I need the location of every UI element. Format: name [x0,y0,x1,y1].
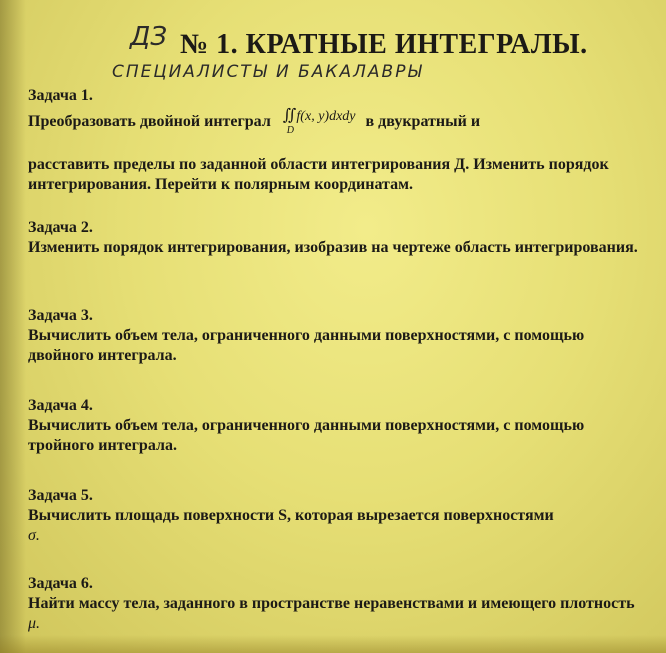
task-6-text: Найти массу тела, заданного в пространстве неравенствами и имеющего плотность [28,595,635,612]
task-4-heading: Задача 4. [28,397,93,414]
handwritten-dz-label: ДЗ [130,22,167,52]
handwritten-audience-note: СПЕЦИАЛИСТЫ И БАКАЛАВРЫ [112,62,424,82]
task-5-text: Вычислить площадь поверхности S, которая вырезается поверхностями [28,507,554,524]
integral-domain: D [286,125,295,136]
task-3-heading: Задача 3. [28,307,93,324]
integral-signs: ∬ [282,107,297,124]
task-2-heading: Задача 2. [28,219,93,236]
task-4 [28,396,648,456]
page-title: № 1. КРАТНЫЕ ИНТЕГРАЛЫ. [180,29,588,60]
bottom-edge-shadow [0,635,666,653]
task-1-text-before-integral: Преобразовать двойной интеграл [28,112,271,130]
task-5-heading: Задача 5. [28,487,93,504]
task-2-body: Изменить порядок интегрирования, изобразив на чертеже область интегрирования. [28,239,638,256]
mu-symbol: μ. [28,615,41,632]
integral-expression: f(x, y)dxdy [296,109,356,124]
task-5-body [28,506,648,546]
page-edge-shadow [0,0,26,653]
task-1-first-line [28,106,648,137]
task-6 [28,574,648,634]
task-4-body: Вычислить объем тела, ограниченного данными поверхностями, с помощью тройного интеграла. [28,417,585,454]
task-3-body: Вычислить объем тела, ограниченного данными поверхностями, с помощью двойного интеграла. [28,327,585,364]
task-6-body [28,594,648,634]
task-1-text-after-integral: в двукратный и [365,112,481,130]
sigma-symbol: σ. [28,527,40,544]
task-1-heading: Задача 1. [28,87,93,104]
task-5 [28,486,648,546]
task-1-body: расставить пределы по заданной области интегрирования Д. Изменить порядок интегрирования. Перейти к полярным координатам. [28,156,609,193]
task-6-heading: Задача 6. [28,575,93,592]
task-3 [28,306,648,366]
task-2 [28,218,648,258]
task-1 [28,86,648,195]
double-integral-formula [283,106,356,137]
